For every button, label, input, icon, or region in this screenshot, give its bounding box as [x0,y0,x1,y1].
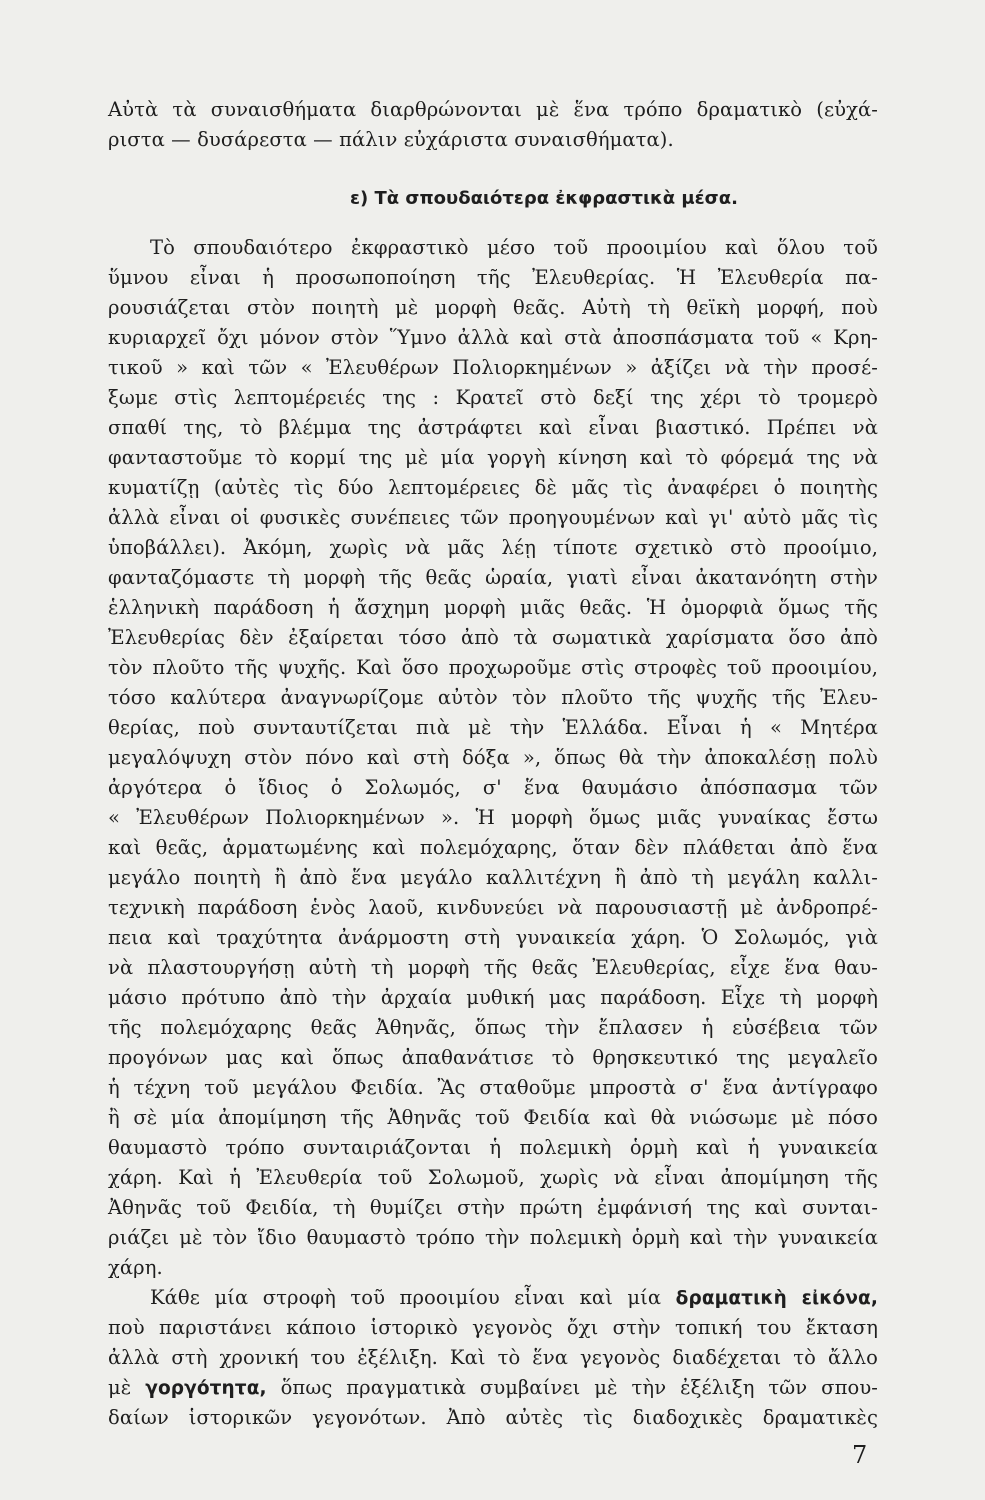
para2-text: ὅπως πραγματικὰ συμβαίνει μὲ τὴν ἐξέλιξη τῶν σπου- [266,1376,878,1399]
para2-line-3: ἀλλὰ στὴ χρονική του ἐξέλιξη. Καὶ τὸ ἕνα γεγονὸς διαδέχεται τὸ ἄλλο [108,1346,878,1369]
para2-line-5: δαίων ἱστορικῶν γεγονότων. Ἀπὸ αὐτὲς τὶς διαδοχικὲς δραματικὲς [108,1406,878,1429]
intro-line-1: Αὐτὰ τὰ συναισθήματα διαρθρώνονται μὲ ἕνα τρόπο δραματικὸ (εὐχά- [108,98,878,121]
body-line: κυματίζῃ (αὐτὲς τὶς δύο λεπτομέρειες δὲ μᾶς τὶς ἀναφέρει ὁ ποιητὴς [108,476,878,499]
body-line: ριάζει μὲ τὸν ἴδιο θαυμαστὸ τρόπο τὴν πολεμικὴ ὁρμὴ καὶ τὴν γυναικεία [108,1226,878,1249]
para2-text: Κάθε μία στροφὴ τοῦ προοιμίου εἶναι καὶ μία [150,1286,676,1309]
body-line: φανταζόμαστε τὴ μορφὴ τῆς θεᾶς ὡραία, γιατὶ εἶναι ἀκατανόητη στὴν [108,566,878,589]
body-line: ἀλλὰ εἶναι οἱ φυσικὲς συνέπειες τῶν προηγουμένων καὶ γι' αὐτὸ μᾶς τὶς [108,506,878,529]
body-line: χάρη. [108,1256,163,1279]
body-line: χάρη. Καὶ ἡ Ἐλευθερία τοῦ Σολωμοῦ, χωρὶς νὰ εἶναι ἀπομίμηση τῆς [108,1166,878,1189]
body-line: ρουσιάζεται στὸν ποιητὴ μὲ μορφὴ θεᾶς. Αὐτὴ τὴ θεϊκὴ μορφή, ποὺ [108,296,878,319]
body-line: κυριαρχεῖ ὄχι μόνον στὸν Ὕμνο ἀλλὰ καὶ στὰ ἀποσπάσματα τοῦ « Κρη- [108,326,878,349]
body-line: ξωμε στὶς λεπτομέρειές της : Κρατεῖ στὸ δεξί της χέρι τὸ τρομερὸ [108,386,878,409]
body-line: θαυμαστὸ τρόπο συνταιριάζονται ἡ πολεμικὴ ὁρμὴ καὶ ἡ γυναικεία [108,1136,878,1159]
body-line: ἑλληνικὴ παράδοση ἡ ἄσχημη μορφὴ μιᾶς θεᾶς. Ἡ ὀμορφιὰ ὅμως τῆς [108,596,878,619]
body-line: πεια καὶ τραχύτητα ἀνάρμοστη στὴ γυναικεία χάρη. Ὁ Σολωμός, γιὰ [108,926,878,949]
body-line: μεγάλο ποιητὴ ἢ ἀπὸ ἕνα μεγάλο καλλιτέχνη ἢ ἀπὸ τὴ μεγάλη καλλι- [108,866,878,889]
section-heading: ε) Τὰ σπουδαιότερα ἐκφραστικὰ μέσα. [350,188,738,209]
body-line: καὶ θεᾶς, ἁρματωμένης καὶ πολεμόχαρης, ὅταν δὲν πλάθεται ἀπὸ ἕνα [108,836,878,859]
para2-line-4 [108,1373,878,1403]
para2-text: μὲ [108,1376,146,1399]
body-line: Ἐλευθερίας δὲν ἐξαίρεται τόσο ἀπὸ τὰ σωματικὰ χαρίσματα ὅσο ἀπὸ [108,626,878,649]
body-line: ἀργότερα ὁ ἴδιος ὁ Σολωμός, σ' ἕνα θαυμάσιο ἀπόσπασμα τῶν [108,776,878,799]
page-number: 7 [852,1441,868,1469]
body-line: τῆς πολεμόχαρης θεᾶς Ἀθηνᾶς, ὅπως τὴν ἔπλασεν ἡ εὐσέβεια τῶν [108,1016,878,1039]
body-line: μάσιο πρότυπο ἀπὸ τὴν ἀρχαία μυθική μας παράδοση. Εἶχε τὴ μορφὴ [108,986,878,1009]
body-line: μεγαλόψυχη στὸν πόνο καὶ στὴ δόξα », ὅπως θὰ τὴν ἀποκαλέσῃ πολὺ [108,746,878,769]
body-line: ἡ τέχνη τοῦ μεγάλου Φειδία. Ἂς σταθοῦμε μπροστὰ σ' ἕνα ἀντίγραφο [108,1076,878,1099]
para2-line-2: ποὺ παριστάνει κάποιο ἱστορικὸ γεγονὸς ὄχι στὴν τοπική του ἔκταση [108,1316,878,1339]
emphasis-dramatic-image: δραματικὴ εἰκόνα, [675,1288,878,1309]
body-line: Τὸ σπουδαιότερο ἐκφραστικὸ μέσο τοῦ προοιμίου καὶ ὅλου τοῦ [150,236,878,259]
body-line: Ἀθηνᾶς τοῦ Φειδία, τὴ θυμίζει στὴν πρώτη ἐμφάνισή της καὶ συνται- [108,1196,878,1219]
body-line: θερίας, ποὺ συνταυτίζεται πιὰ μὲ τὴν Ἑλλάδα. Εἶναι ἡ « Μητέρα [108,716,878,739]
body-line: τεχνικὴ παράδοση ἑνὸς λαοῦ, κινδυνεύει νὰ παρουσιαστῇ μὲ ἀνδροπρέ- [108,896,878,919]
body-line: προγόνων μας καὶ ὅπως ἀπαθανάτισε τὸ θρησκευτικό της μεγαλεῖο [108,1046,878,1069]
body-line: νὰ πλαστουργήσῃ αὐτὴ τὴ μορφὴ τῆς θεᾶς Ἐλευθερίας, εἶχε ἕνα θαυ- [108,956,878,979]
intro-line-2: ριστα — δυσάρεστα — πάλιν εὐχάριστα συναισθήματα). [108,128,674,151]
body-line: σπαθί της, τὸ βλέμμα της ἀστράφτει καὶ εἶναι βιαστικό. Πρέπει νὰ [108,416,878,439]
body-line: τόσο καλύτερα ἀναγνωρίζομε αὐτὸν τὸν πλοῦτο τῆς ψυχῆς τῆς Ἐλευ- [108,686,878,709]
para2-line-1 [108,1283,878,1313]
body-line: τὸν πλοῦτο τῆς ψυχῆς. Καὶ ὅσο προχωροῦμε στὶς στροφὲς τοῦ προοιμίου, [108,656,878,679]
body-line: τικοῦ » καὶ τῶν « Ἐλευθέρων Πολιορκημένων » ἀξίζει νὰ τὴν προσέ- [108,356,878,379]
body-line: ὑποβάλλει). Ἀκόμη, χωρὶς νὰ μᾶς λέῃ τίποτε σχετικὸ στὸ προοίμιο, [108,536,878,559]
body-line: ὕμνου εἶναι ἡ προσωποποίηση τῆς Ἐλευθερίας. Ἡ Ἐλευθερία πα- [108,266,878,289]
emphasis-speed: γοργότητα, [145,1378,267,1399]
body-line: « Ἐλευθέρων Πολιορκημένων ». Ἡ μορφὴ ὅμως μιᾶς γυναίκας ἔστω [108,806,878,829]
body-line: φανταστοῦμε τὸ κορμί της μὲ μία γοργὴ κίνηση καὶ τὸ φόρεμά της νὰ [108,446,878,469]
body-line: ἢ σὲ μία ἀπομίμηση τῆς Ἀθηνᾶς τοῦ Φειδία καὶ θὰ νιώσωμε μὲ πόσο [108,1106,878,1129]
